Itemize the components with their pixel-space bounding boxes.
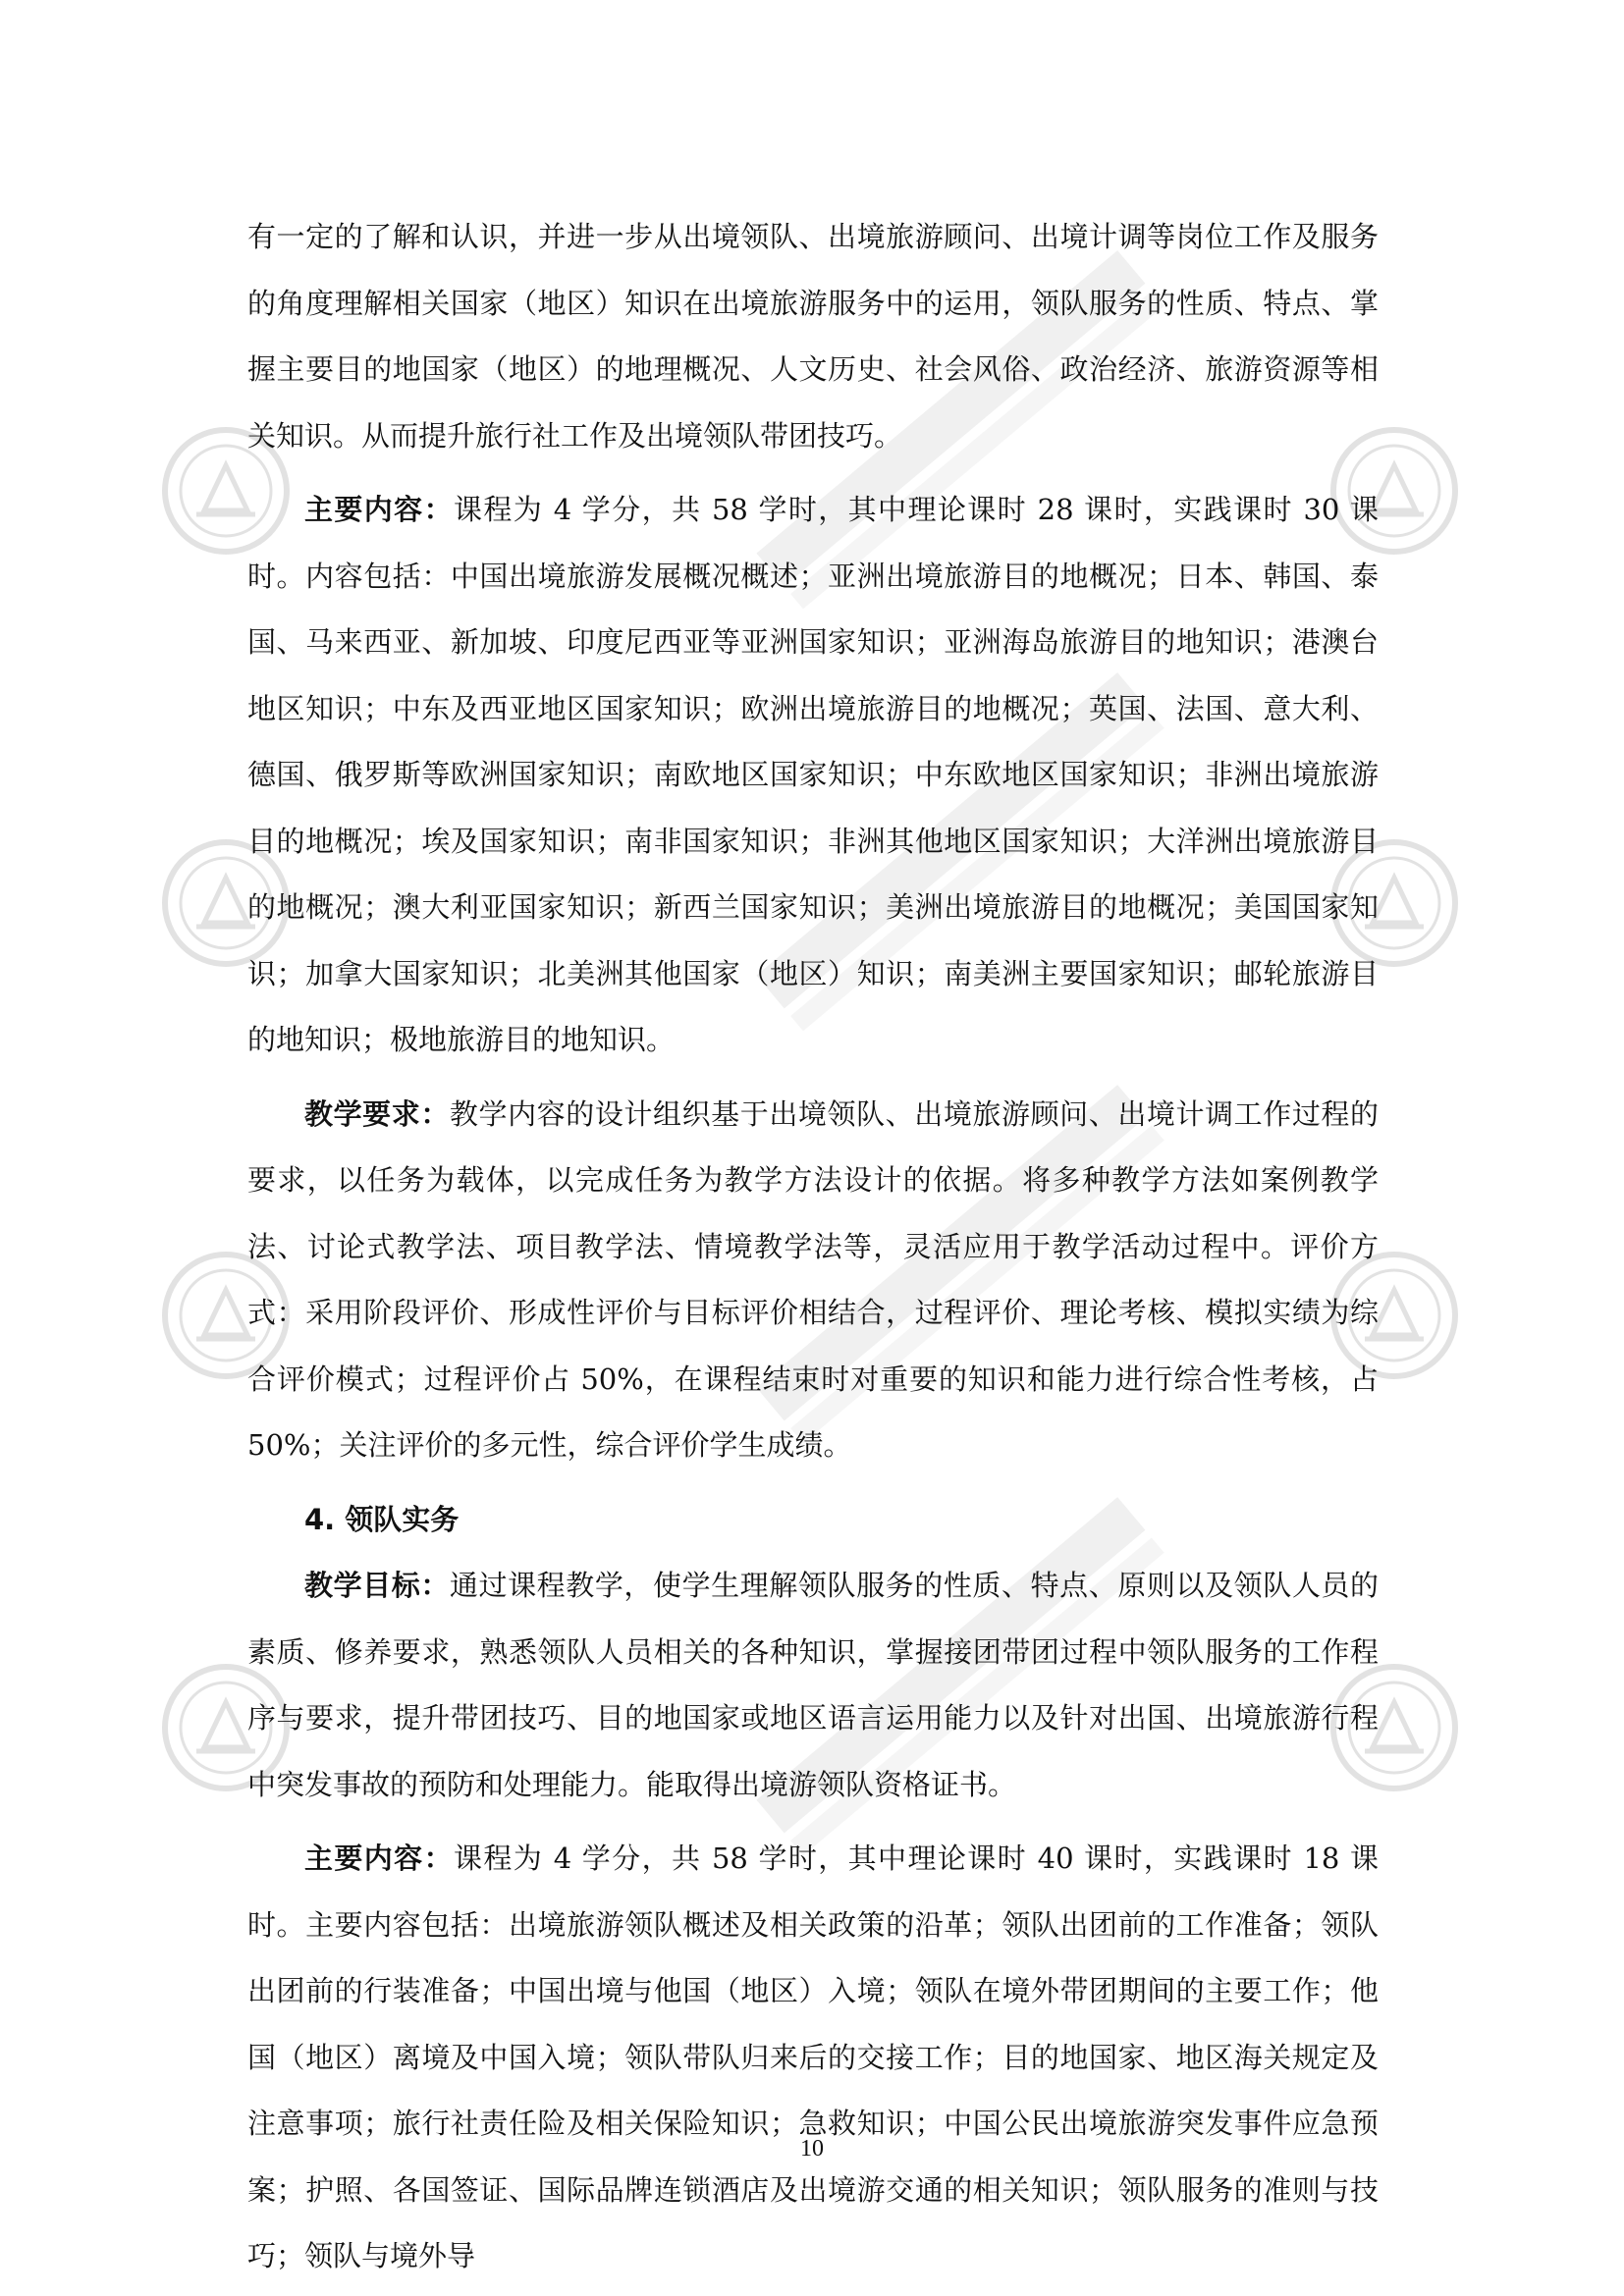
paragraph-intro: 有一定的了解和认识，并进一步从出境领队、出境旅游顾问、出境计调等岗位工作及服务的角度理解相关国家（地区）知识在出境旅游服务中的运用，领队服务的性质、特点、掌握主要目的地国家（地区）的地理概况、人文历史、社会风俗、政治经济、旅游资源等相关知识。从而提升旅行社工作及出境领队带团技巧。 bbox=[247, 220, 1379, 453]
label-teaching-requirements: 教学要求： bbox=[304, 1096, 450, 1131]
text-main-content: 课程为 4 学分，共 58 学时，其中理论课时 28 课时，实践课时 30 课时。内容包括：中国出境旅游发展概况概述；亚洲出境旅游目的地概况；日本、韩国、泰国、马来西亚、新加坡、印度尼西亚等亚洲国家知识；亚洲海岛旅游目的地知识；港澳台地区知识；中东及西亚地区国家知识；欧洲出境旅游目的地概况；英国、法国、意大利、德国、俄罗斯等欧洲国家知识；南欧地区国家知识；中东欧地区国家知识；非洲出境旅游目的地概况；埃及国家知识；南非国家知识；非洲其他地区国家知识；大洋洲出境旅游目的地概况；澳大利亚国家知识；新西兰国家知识；美洲出境旅游目的地概况；美国国家知识；加拿大国家知识；北美洲其他国家（地区）知识；南美洲主要国家知识；邮轮旅游目的地知识；极地旅游目的地知识。 bbox=[247, 493, 1379, 1056]
body-text bbox=[247, 204, 1379, 2290]
paragraph-main-content-3 bbox=[247, 477, 1379, 1074]
label-teaching-objectives: 教学目标： bbox=[304, 1569, 450, 1602]
text-teaching-requirements: 教学内容的设计组织基于出境领队、出境旅游顾问、出境计调工作过程的要求，以任务为载体，以完成任务为教学方法设计的依据。将多种教学方法如案例教学法、讨论式教学法、项目教学法、情境教学法等，灵活应用于教学活动过程中。评价方式：采用阶段评价、形成性评价与目标评价相结合，过程评价、理论考核、模拟实绩为综合评价模式；过程评价占 50%，在课程结束时对重要的知识和能力进行综合性考核，占 50%；关注评价的多元性，综合评价学生成绩。 bbox=[247, 1096, 1379, 1462]
paragraph-main-content-4 bbox=[247, 1826, 1379, 2290]
text-teaching-objectives: 通过课程教学，使学生理解领队服务的性质、特点、原则以及领队人员的素质、修养要求，熟悉领队人员相关的各种知识，掌握接团带团过程中领队服务的工作程序与要求，提升带团技巧、目的地国家或地区语言运用能力以及针对出国、出境旅游行程中突发事故的预防和处理能力。能取得出境游领队资格证书。 bbox=[247, 1569, 1379, 1801]
label-main-content: 主要内容： bbox=[304, 493, 454, 526]
paragraph-teaching-objectives bbox=[247, 1553, 1379, 1818]
section-heading-tour-leader-practice: 4. 领队实务 bbox=[304, 1502, 460, 1536]
paragraph-teaching-requirements bbox=[247, 1082, 1379, 1479]
label-main-content-4: 主要内容： bbox=[304, 1842, 454, 1875]
text-main-content-4: 课程为 4 学分，共 58 学时，其中理论课时 40 课时，实践课时 18 课时。主要内容包括：出境旅游领队概述及相关政策的沿革；领队出团前的工作准备；领队出团前的行装准备；中国出境与他国（地区）入境；领队在境外带团期间的主要工作；他国（地区）离境及中国入境；领队带队归来后的交接工作；目的地国家、地区海关规定及注意事项；旅行社责任险及相关保险知识；急救知识；中国公民出境旅游突发事件应急预案；护照、各国签证、国际品牌连锁酒店及出境游交通的相关知识；领队服务的准则与技巧；领队与境外导 bbox=[247, 1842, 1379, 2272]
page-number: 10 bbox=[800, 2136, 824, 2162]
